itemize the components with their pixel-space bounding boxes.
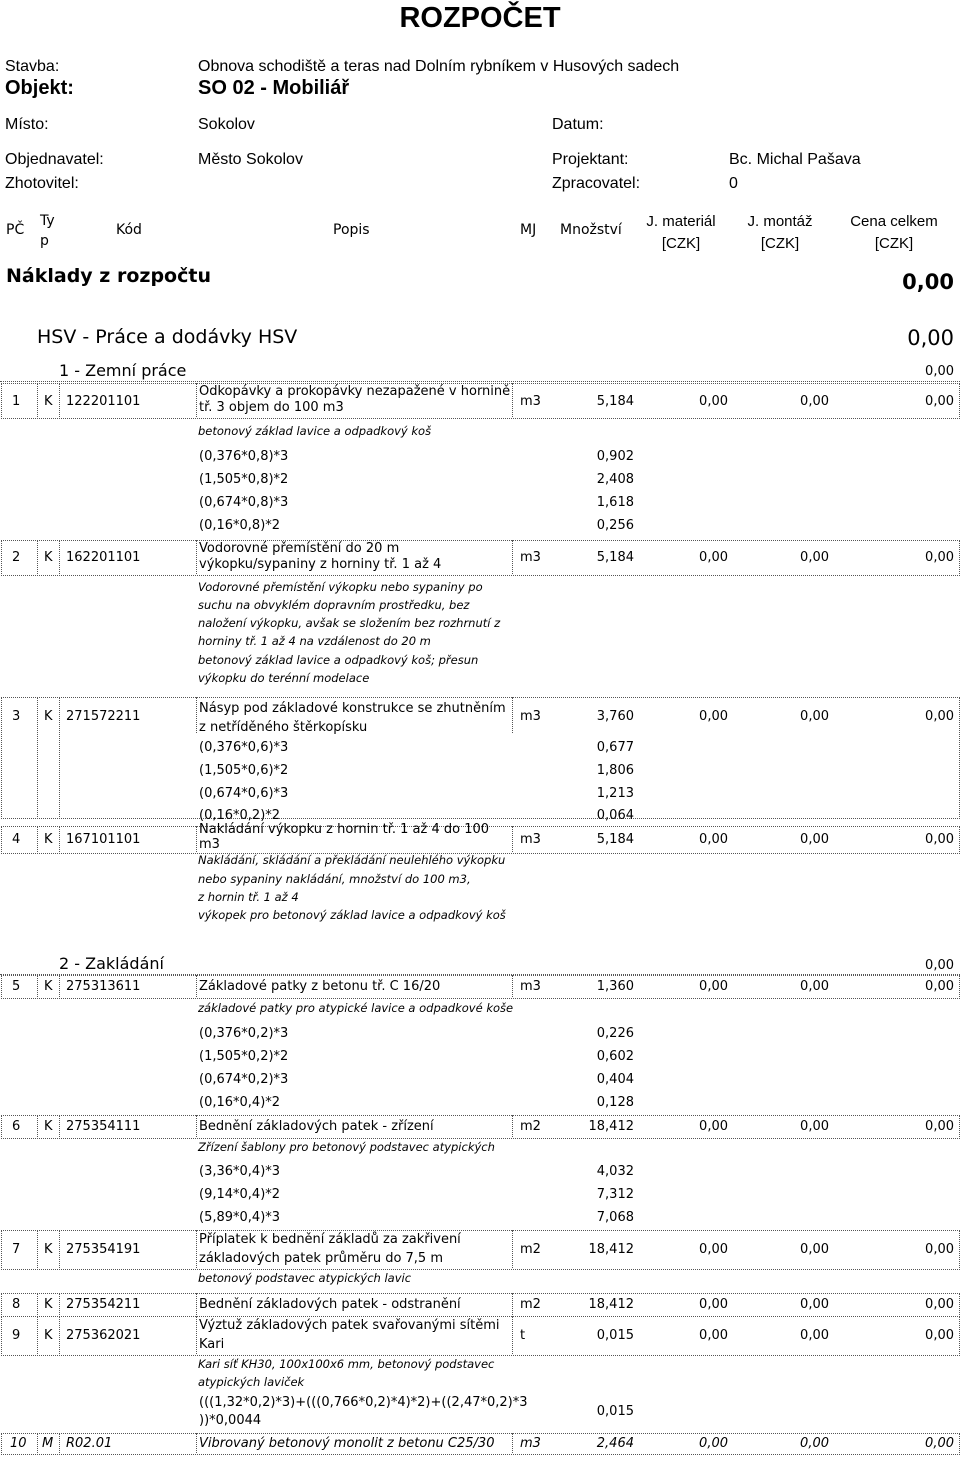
item-kod: 275354111 (66, 1119, 141, 1134)
divider (512, 540, 513, 574)
item-kod: R02.01 (66, 1436, 113, 1451)
item-note: nebo sypaniny nakládání, množství do 100 m3, (198, 872, 471, 886)
item-pc: 4 (12, 832, 21, 847)
item-typ: K (44, 979, 53, 994)
item-popis: Vibrovaný betonový monolit z betonu C25/30 (199, 1436, 495, 1451)
item-note: betonový základ lavice a odpadkový koš; přesun (198, 653, 479, 667)
calc-expr: (3,36*0,4)*3 (199, 1164, 281, 1179)
item-note: atypických laviček (198, 1375, 305, 1389)
item-typ: K (44, 1242, 53, 1257)
misto-value: Sokolov (198, 116, 255, 133)
item-kod: 167101101 (66, 832, 141, 847)
item-jmon: 0,00 (800, 832, 829, 847)
calc-value: 7,312 (596, 1187, 634, 1202)
col-mj: MJ (520, 222, 537, 238)
objednavatel-label: Objednavatel: (5, 151, 104, 168)
divider (37, 1293, 38, 1315)
calc-expr: ))*0,0044 (199, 1413, 262, 1428)
item-jmon: 0,00 (800, 1297, 829, 1312)
divider (59, 383, 60, 417)
item-mnozstvi: 5,184 (596, 550, 634, 565)
item-note: naložení výkopku, avšak se složením bez rozhrnutí z (198, 616, 501, 630)
item-kod: 275313611 (66, 979, 141, 994)
item-note: suchu na obvyklém dopravním prostředku, bez (198, 598, 470, 612)
item-popis: Nakládání výkopku z hornin tř. 1 až 4 do 100 m3 (199, 822, 490, 852)
item-cena: 0,00 (925, 709, 954, 724)
item-jmon: 0,00 (800, 1242, 829, 1257)
item-pc: 7 (12, 1242, 21, 1257)
item-kod: 122201101 (66, 394, 141, 409)
divider (37, 1115, 38, 1137)
item-popis: Vodorovné přemístění do 20 m výkopku/sypaniny z horniny tř. 1 až 4 (199, 541, 442, 572)
item-pc: 10 (10, 1436, 27, 1451)
item-note: Nakládání, skládání a překládání neulehlého výkopku (198, 853, 506, 867)
stavba-label: Stavba: (5, 58, 60, 75)
divider (37, 826, 38, 852)
divider (196, 1433, 197, 1453)
col-cena: Cena celkem [CZK] (850, 213, 938, 252)
naklady-label: Náklady z rozpočtu (6, 265, 211, 287)
item-jmon: 0,00 (800, 1436, 829, 1451)
naklady-value: 0,00 (902, 270, 954, 294)
item-popis: Násyp pod základové konstrukce se zhutněním z netříděného štěrkopísku (199, 701, 506, 735)
divider (37, 1230, 38, 1268)
item-typ: K (44, 1328, 53, 1343)
calc-expr: (0,674*0,8)*3 (199, 495, 289, 510)
col-typ: Ty p (40, 213, 55, 249)
item-cena: 0,00 (925, 1436, 954, 1451)
divider (59, 540, 60, 574)
item-typ: M (42, 1436, 54, 1451)
item-mnozstvi: 2,464 (596, 1436, 634, 1451)
item-cena: 0,00 (925, 832, 954, 847)
item-mj: m3 (520, 394, 541, 409)
item-typ: K (44, 394, 53, 409)
divider (512, 1230, 513, 1268)
item-jmat: 0,00 (699, 1119, 728, 1134)
item-cena: 0,00 (925, 1242, 954, 1257)
item-mj: m3 (520, 832, 541, 847)
calc-expr: (0,16*0,8)*2 (199, 518, 281, 533)
item-note: základové patky pro atypické lavice a odpadkové koše (198, 1001, 514, 1015)
section2-value: 0,00 (925, 958, 954, 973)
divider (37, 697, 38, 817)
divider (196, 975, 197, 997)
calc-value: 4,032 (596, 1164, 634, 1179)
divider (196, 540, 197, 574)
divider (59, 975, 60, 997)
divider (0, 381, 960, 382)
item-note: Vodorovné přemístění výkopku nebo sypaniny po (198, 580, 483, 594)
calc-expr: (5,89*0,4)*3 (199, 1210, 281, 1225)
item-kod: 275354191 (66, 1242, 141, 1257)
calc-value: 2,408 (596, 472, 634, 487)
calc-expr: (0,376*0,2)*3 (199, 1026, 289, 1041)
divider (196, 1230, 197, 1268)
item-note: betonový podstavec atypických lavic (198, 1271, 412, 1285)
item-typ: K (44, 709, 53, 724)
item-mj: m2 (520, 1119, 541, 1134)
item-mj: m3 (520, 1436, 541, 1451)
item-jmon: 0,00 (800, 1119, 829, 1134)
calc-expr: (0,16*0,2)*2 (199, 808, 281, 823)
item-popis: Bednění základových patek - zřízení (199, 1119, 434, 1134)
item-mj: m3 (520, 979, 541, 994)
objekt-value: SO 02 - Mobiliář (198, 77, 350, 99)
divider (37, 1433, 38, 1453)
item-pc: 9 (12, 1328, 21, 1343)
calc-value: 0,015 (596, 1404, 634, 1419)
item-popis: Příplatek k bednění základů za zakřivení základových patek průměru do 7,5 m (199, 1232, 461, 1266)
calc-expr: (1,505*0,8)*2 (199, 472, 289, 487)
item-cena: 0,00 (925, 1119, 954, 1134)
item-pc: 3 (12, 709, 21, 724)
item-jmon: 0,00 (800, 1328, 829, 1343)
zhotovitel-label: Zhotovitel: (5, 175, 79, 192)
item-typ: K (44, 832, 53, 847)
divider (59, 1230, 60, 1268)
datum-label: Datum: (552, 116, 604, 133)
calc-value: 0,226 (596, 1026, 634, 1041)
item-cena: 0,00 (925, 1297, 954, 1312)
item-pc: 6 (12, 1119, 21, 1134)
objekt-label: Objekt: (5, 77, 74, 99)
item-mj: m3 (520, 550, 541, 565)
item-typ: K (44, 550, 53, 565)
item-note: Zřízení šablony pro betonový podstavec atypických (198, 1140, 495, 1154)
item-mnozstvi: 18,412 (588, 1242, 634, 1257)
calc-expr: (0,674*0,2)*3 (199, 1072, 289, 1087)
item-pc: 8 (12, 1297, 21, 1312)
item-jmat: 0,00 (699, 979, 728, 994)
item-popis: Výztuž základových patek svařovanými sítěmi Kari (199, 1318, 500, 1352)
item-mnozstvi: 18,412 (588, 1119, 634, 1134)
calc-expr: (0,16*0,4)*2 (199, 1095, 281, 1110)
zpracovatel-label: Zpracovatel: (552, 175, 641, 192)
item-mj: m3 (520, 709, 541, 724)
item-note: z hornin tř. 1 až 4 (198, 890, 299, 904)
column-header (0, 205, 960, 257)
calc-value: 0,256 (596, 518, 634, 533)
item-jmat: 0,00 (699, 1328, 728, 1343)
item-jmat: 0,00 (699, 550, 728, 565)
divider (37, 975, 38, 997)
item-jmat: 0,00 (699, 832, 728, 847)
section1-label: 1 - Zemní práce (59, 361, 187, 380)
calc-value: 0,602 (596, 1049, 634, 1064)
item-note: betonový základ lavice a odpadkový koš (198, 424, 432, 438)
item-kod: 275354211 (66, 1297, 141, 1312)
item-cena: 0,00 (925, 394, 954, 409)
item-popis: Základové patky z betonu tř. C 16/20 (199, 979, 441, 994)
section1-value: 0,00 (925, 364, 954, 379)
item-pc: 2 (12, 550, 21, 565)
item-mnozstvi: 1,360 (596, 979, 634, 994)
divider (196, 383, 197, 417)
item-mj: t (520, 1328, 526, 1343)
calc-value: 0,902 (596, 449, 634, 464)
item-mnozstvi: 0,015 (596, 1328, 634, 1343)
item-note: Kari síť KH30, 100x100x6 mm, betonový podstavec (198, 1357, 495, 1371)
item-kod: 271572211 (66, 709, 141, 724)
item-jmat: 0,00 (699, 1436, 728, 1451)
divider (37, 540, 38, 574)
divider (196, 697, 197, 733)
item-jmon: 0,00 (800, 979, 829, 994)
item-mj: m2 (520, 1242, 541, 1257)
calc-expr: (0,376*0,6)*3 (199, 740, 289, 755)
item-mnozstvi: 5,184 (596, 394, 634, 409)
calc-expr: (1,505*0,2)*2 (199, 1049, 289, 1064)
divider (196, 1293, 197, 1315)
item-mnozstvi: 3,760 (596, 709, 634, 724)
divider (512, 1316, 513, 1354)
divider (59, 826, 60, 852)
item-jmat: 0,00 (699, 709, 728, 724)
item-cena: 0,00 (925, 979, 954, 994)
calc-value: 0,404 (596, 1072, 634, 1087)
calc-value: 1,806 (596, 763, 634, 778)
divider (196, 1316, 197, 1354)
item-mnozstvi: 5,184 (596, 832, 634, 847)
divider (59, 697, 60, 817)
item-typ: K (44, 1119, 53, 1134)
col-pc: PČ (6, 222, 25, 238)
item-cena: 0,00 (925, 1328, 954, 1343)
item-mj: m2 (520, 1297, 541, 1312)
projektant-value: Bc. Michal Pašava (729, 151, 861, 168)
divider (512, 1433, 513, 1453)
calc-expr: (0,376*0,8)*3 (199, 449, 289, 464)
hsv-label: HSV - Práce a dodávky HSV (37, 326, 298, 348)
item-popis: Odkopávky a prokopávky nezapažené v hornině tř. 3 objem do 100 m3 (199, 384, 511, 415)
col-kod: Kód (116, 222, 142, 238)
calc-expr: (1,505*0,6)*2 (199, 763, 289, 778)
item-pc: 1 (12, 394, 21, 409)
divider (512, 383, 513, 417)
calc-value: 0,677 (596, 740, 634, 755)
divider (512, 1115, 513, 1137)
item-note: výkopku do terénní modelace (198, 671, 370, 685)
zpracovatel-value: 0 (729, 175, 738, 192)
item-kod: 275362021 (66, 1328, 141, 1343)
calc-value: 1,618 (596, 495, 634, 510)
misto-label: Místo: (5, 116, 49, 133)
item-typ: K (44, 1297, 53, 1312)
page-title: ROZPOČET (399, 2, 561, 34)
divider (37, 1316, 38, 1354)
calc-expr: (((1,32*0,2)*3)+(((0,766*0,2)*4)*2)+((2,47*0,2)*3 (199, 1395, 528, 1410)
objednavatel-value: Město Sokolov (198, 151, 303, 168)
divider (59, 1316, 60, 1354)
col-mnozstvi: Množství (560, 222, 622, 238)
calc-expr: (9,14*0,4)*2 (199, 1187, 281, 1202)
divider (512, 826, 513, 852)
item-pc: 5 (12, 979, 21, 994)
divider (512, 697, 513, 733)
divider (59, 1115, 60, 1137)
calc-value: 7,068 (596, 1210, 634, 1225)
divider (196, 1115, 197, 1137)
item-cena: 0,00 (925, 550, 954, 565)
item-note: horniny tř. 1 až 4 na vzdálenost do 20 m (198, 634, 431, 648)
calc-value: 0,064 (596, 808, 634, 823)
item-jmon: 0,00 (800, 394, 829, 409)
divider (59, 1433, 60, 1453)
item-kod: 162201101 (66, 550, 141, 565)
item-jmat: 0,00 (699, 1297, 728, 1312)
col-popis: Popis (333, 222, 370, 238)
col-jmon: J. montáž [CZK] (747, 213, 813, 252)
hsv-value: 0,00 (907, 326, 954, 350)
divider (59, 1293, 60, 1315)
calc-value: 0,128 (596, 1095, 634, 1110)
item-jmat: 0,00 (699, 1242, 728, 1257)
divider (196, 826, 197, 852)
item-jmat: 0,00 (699, 394, 728, 409)
item-mnozstvi: 18,412 (588, 1297, 634, 1312)
divider (512, 1293, 513, 1315)
item-jmon: 0,00 (800, 550, 829, 565)
col-jmat: J. materiál [CZK] (646, 213, 716, 252)
divider (512, 975, 513, 997)
item-jmon: 0,00 (800, 709, 829, 724)
section2-label: 2 - Zakládání (59, 954, 164, 973)
calc-value: 1,213 (596, 786, 634, 801)
calc-expr: (0,674*0,6)*3 (199, 786, 289, 801)
item-popis: Bednění základových patek - odstranění (199, 1297, 461, 1312)
item-note: výkopek pro betonový základ lavice a odpadkový koš (198, 908, 506, 922)
divider (37, 383, 38, 417)
stavba-value: Obnova schodiště a teras nad Dolním rybníkem v Husových sadech (198, 58, 680, 75)
projektant-label: Projektant: (552, 151, 629, 168)
